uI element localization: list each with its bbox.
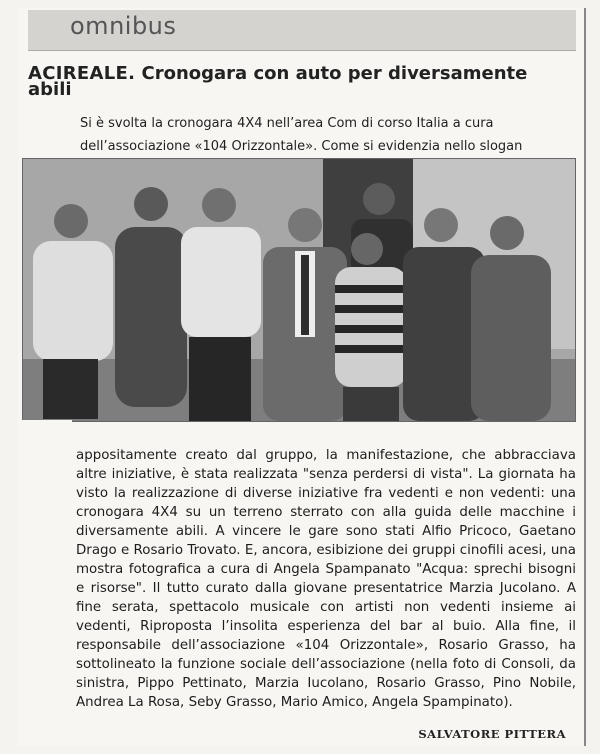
photo-corner-cutout	[22, 420, 72, 450]
lead-paragraph: Si è svolta la cronogara 4X4 nell’area Com di corso Italia a cura dell’associazione «104 Orizzontale». Come si evidenzia nello slogan	[80, 116, 523, 154]
byline: SALVATORE PITTERA	[418, 727, 566, 741]
group-photo	[22, 158, 576, 422]
article-body: appositamente creato dal gruppo, la manifestazione, che abbracciava altre iniziative, è stata realizzata "senza perdersi di vista". La giornata ha visto la realizzazione di diverse iniziative fra vedenti e non vedenti: una cronogara 4X4 su un terreno sterrato con alla guida delle macchine i diversamente abili. A vincere le gare sono stati Alfio Pricoco, Gaetano Drago e Rosario Trovato. E, ancora, esibizione dei gruppi cinofili acesi, una mostra fotografica a cura di Angela Spampanato "Acqua: sprechi bisogni e risorse". Il tutto curato dalla giovane presentatrice Marzia Jucolano. A fine serata, spettacolo musicale con artisti non vedenti insieme ai vedenti, Riproposta l’insolita esperienza del bar al buio. Alla fine, il responsabile dell’associazione «104 Orizzontale», Rosario Grasso, ha sottolineato la funzione sociale dell’associazione (nella foto di Consoli, da sinistra, Pippo Pettinato, Marzia Iucolano, Rosario Grasso, Pino Nobile, Andrea La Rosa, Seby Grasso, Mario Amico, Angela Spampinato).	[76, 448, 576, 710]
newspaper-clipping	[18, 8, 586, 746]
headline-location: ACIREALE.	[28, 63, 136, 84]
section-tag: omnibus	[70, 12, 177, 40]
headline	[28, 63, 568, 100]
headline-title: Cronogara con auto per diversamente abili	[28, 63, 528, 100]
group-photo-illustration	[23, 159, 575, 421]
section-header-band	[28, 10, 576, 51]
